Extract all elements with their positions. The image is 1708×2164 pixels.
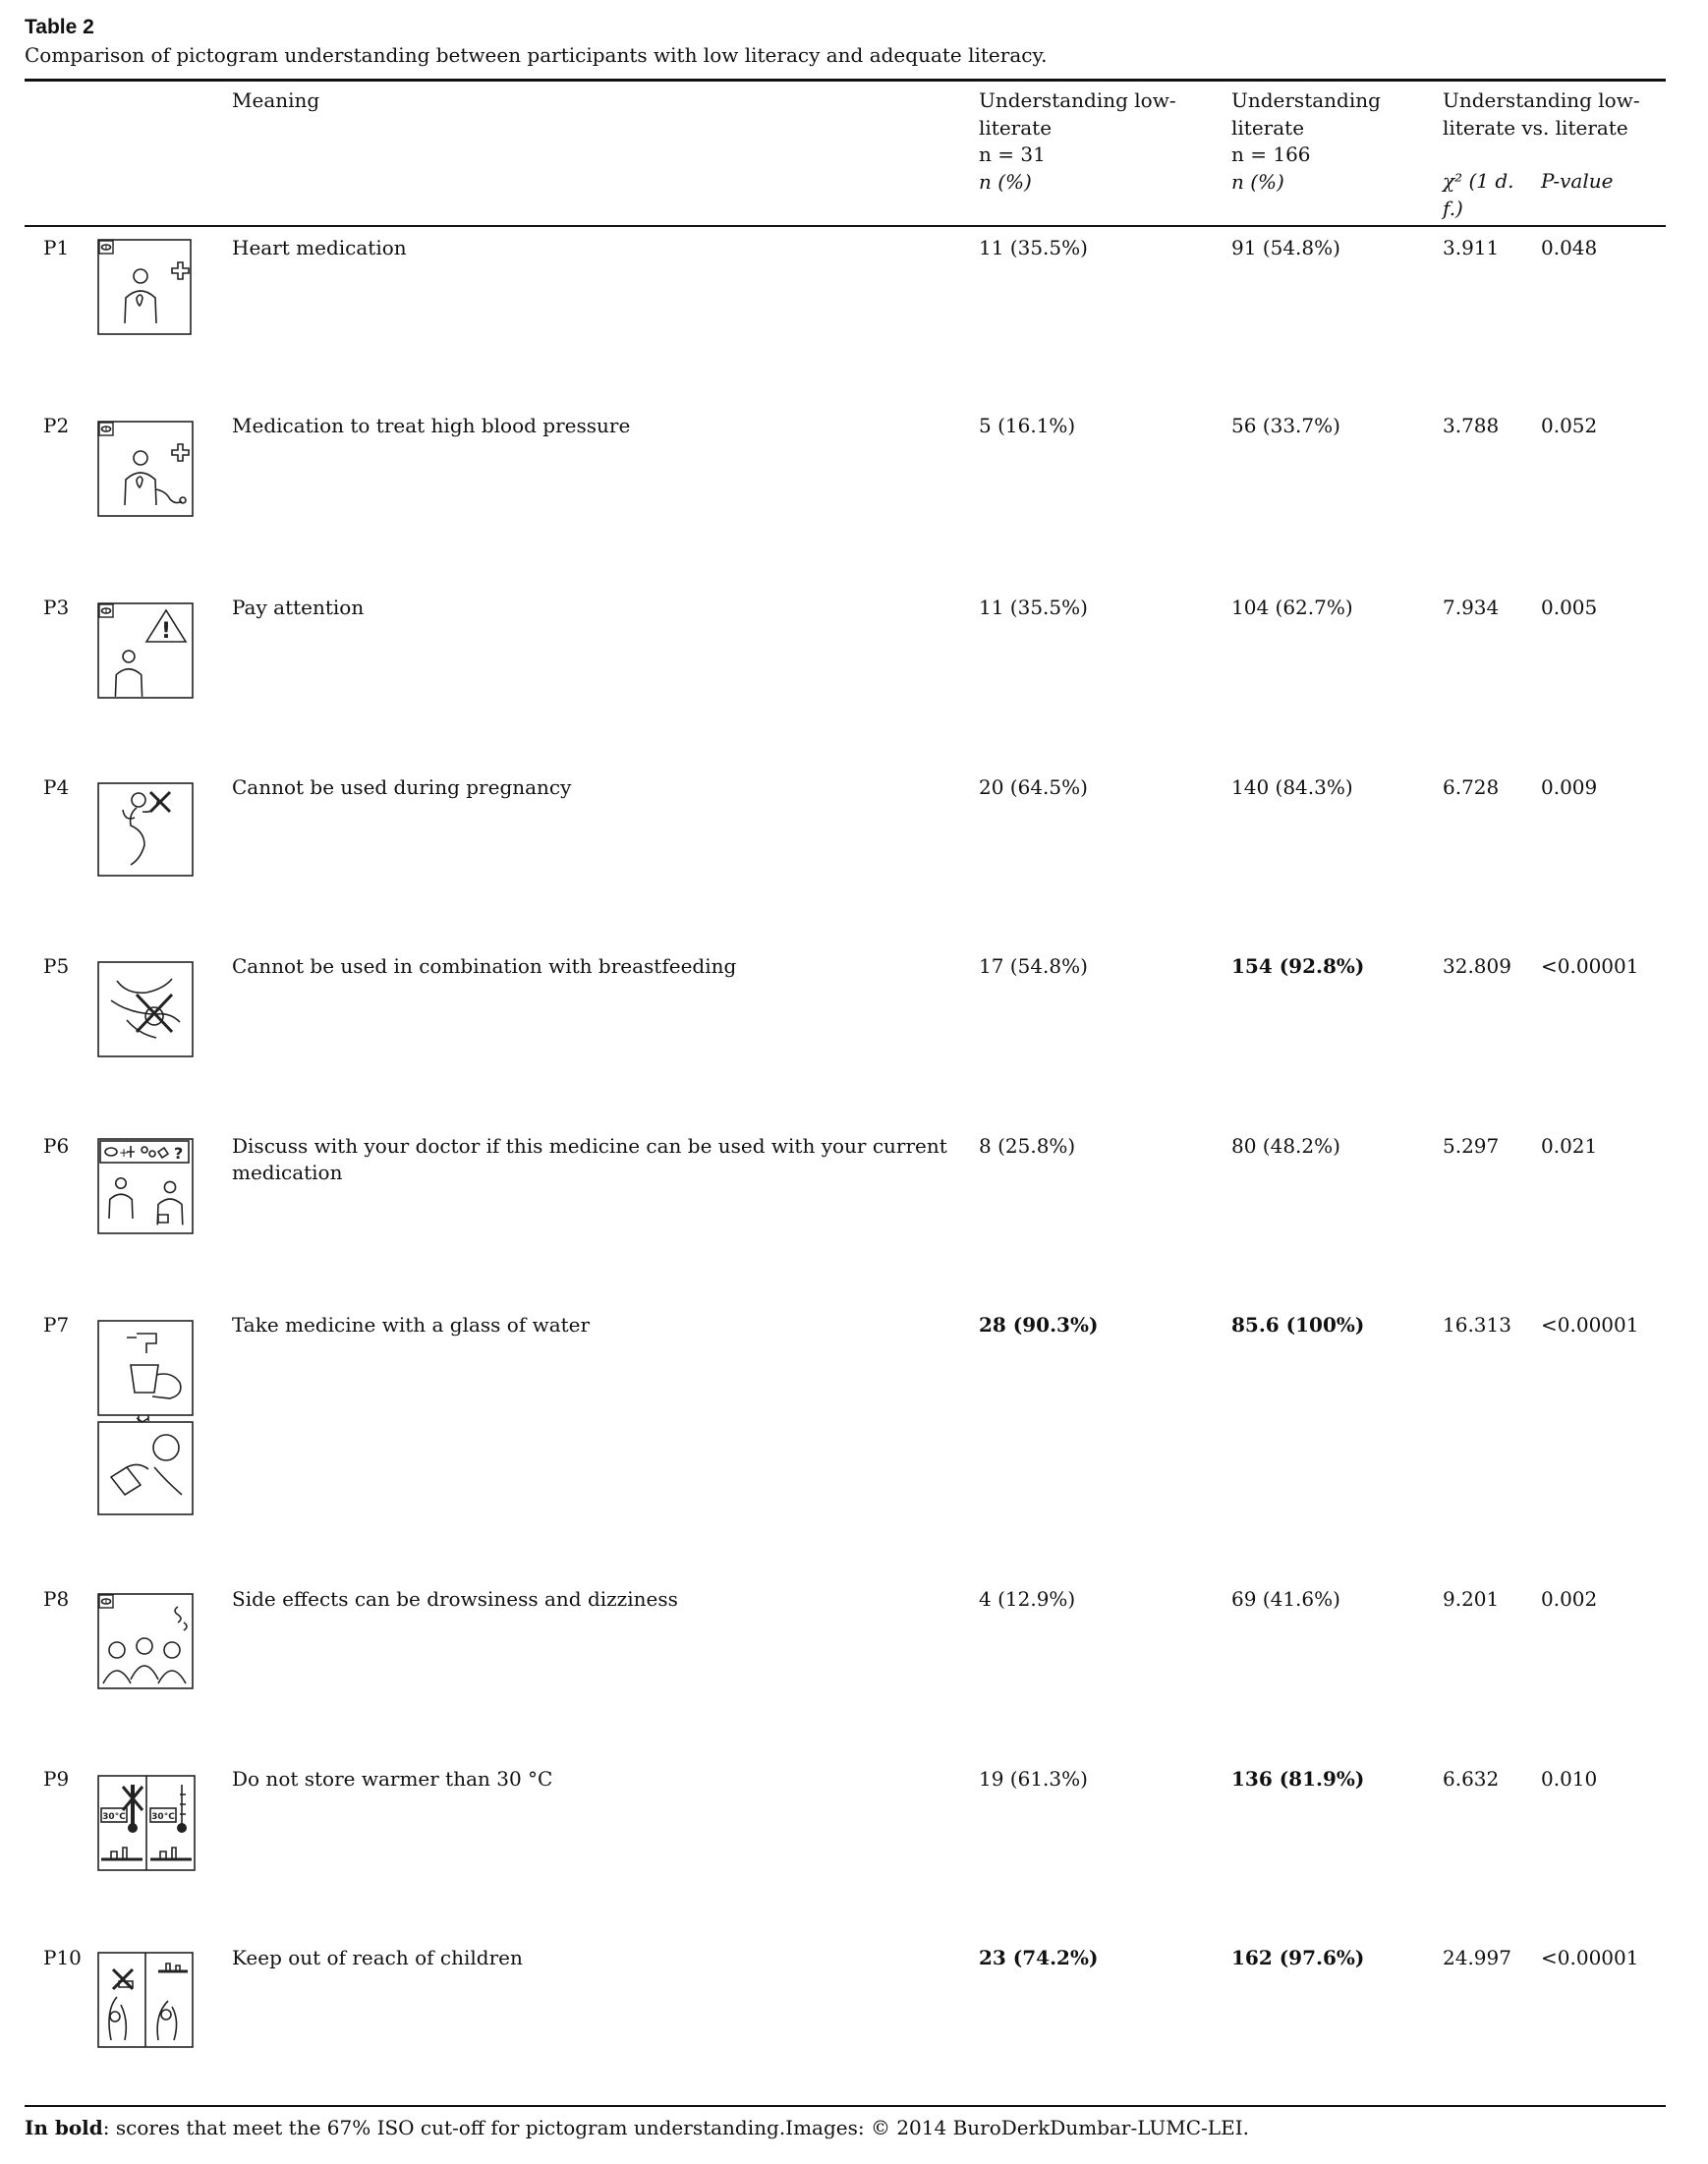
heart-medication-pictogram xyxy=(97,239,192,335)
row-meaning: Take medicine with a glass of water xyxy=(232,1313,591,1337)
blood-pressure-pictogram xyxy=(97,421,194,517)
row-meaning: Pay attention xyxy=(232,596,365,619)
row-p-value: 0.005 xyxy=(1541,596,1598,619)
row-low-literate: 5 (16.1%) xyxy=(979,414,1076,437)
row-low-literate: 20 (64.5%) xyxy=(979,775,1088,799)
table-bottom-rule xyxy=(25,2105,1666,2107)
row-low-literate: 23 (74.2%) xyxy=(979,1946,1099,1969)
row-literate: 154 (92.8%) xyxy=(1231,954,1365,978)
row-chi-square: 3.911 xyxy=(1443,236,1500,259)
row-literate: 56 (33.7%) xyxy=(1231,414,1340,437)
row-p-value: 0.048 xyxy=(1541,236,1598,259)
row-p-value: <0.00001 xyxy=(1541,1313,1639,1337)
row-meaning: Cannot be used during pregnancy xyxy=(232,775,572,799)
drowsiness-pictogram xyxy=(97,1593,194,1689)
row-literate: 104 (62.7%) xyxy=(1231,596,1353,619)
row-meaning: Do not store warmer than 30 °C xyxy=(232,1767,553,1791)
row-chi-square: 3.788 xyxy=(1443,414,1500,437)
row-low-literate: 11 (35.5%) xyxy=(979,236,1088,259)
row-chi-square: 9.201 xyxy=(1443,1587,1500,1611)
row-chi-square: 7.934 xyxy=(1443,596,1500,619)
svg-text:30°C: 30°C xyxy=(102,1812,126,1822)
row-id: P6 xyxy=(43,1134,70,1158)
row-meaning: Keep out of reach of children xyxy=(232,1946,523,1969)
row-literate: 91 (54.8%) xyxy=(1231,236,1340,259)
row-p-value: 0.021 xyxy=(1541,1134,1598,1158)
row-literate: 162 (97.6%) xyxy=(1231,1946,1365,1969)
row-id: P2 xyxy=(43,414,70,437)
row-meaning: Cannot be used in combination with breastfeeding xyxy=(232,954,737,978)
temperature-pictogram xyxy=(97,1775,196,1871)
row-id: P10 xyxy=(43,1946,82,1969)
row-chi-square: 5.297 xyxy=(1443,1134,1500,1158)
row-literate: 140 (84.3%) xyxy=(1231,775,1353,799)
row-id: P1 xyxy=(43,236,70,259)
row-meaning: Medication to treat high blood pressure xyxy=(232,414,631,437)
warning-pictogram xyxy=(97,602,194,699)
row-meaning: Side effects can be drowsiness and dizziness xyxy=(232,1587,678,1611)
row-chi-square: 32.809 xyxy=(1443,954,1511,978)
row-p-value: <0.00001 xyxy=(1541,954,1639,978)
svg-text:?: ? xyxy=(174,1144,184,1163)
table-label: Table 2 xyxy=(25,16,94,38)
glass-of-water-pictogram xyxy=(97,1320,194,1516)
svg-text:30°C: 30°C xyxy=(151,1812,175,1822)
row-p-value: 0.002 xyxy=(1541,1587,1598,1611)
children-reach-pictogram xyxy=(97,1952,194,2048)
table-caption: Comparison of pictogram understanding between participants with low literacy and adequate literacy. xyxy=(25,43,1048,67)
row-id: P8 xyxy=(43,1587,70,1611)
row-chi-square: 6.632 xyxy=(1443,1767,1500,1791)
row-p-value: 0.010 xyxy=(1541,1767,1598,1791)
row-chi-square: 6.728 xyxy=(1443,775,1500,799)
row-chi-square: 16.313 xyxy=(1443,1313,1511,1337)
row-id: P9 xyxy=(43,1767,70,1791)
row-id: P3 xyxy=(43,596,70,619)
row-literate: 85.6 (100%) xyxy=(1231,1313,1365,1337)
row-low-literate: 19 (61.3%) xyxy=(979,1767,1088,1791)
header-p-value: P-value xyxy=(1541,169,1614,193)
row-low-literate: 4 (12.9%) xyxy=(979,1587,1076,1611)
breastfeeding-pictogram xyxy=(97,961,194,1057)
row-p-value: 0.009 xyxy=(1541,775,1598,799)
row-low-literate: 11 (35.5%) xyxy=(979,596,1088,619)
row-meaning: Heart medication xyxy=(232,236,407,259)
doctor-discussion-pictogram xyxy=(97,1138,194,1234)
header-literate: Understanding literate n = 166 n (%) xyxy=(1231,88,1381,194)
row-meaning: Discuss with your doctor if this medicine can be used with your current medication xyxy=(232,1134,947,1184)
header-meaning: Meaning xyxy=(232,88,320,112)
row-p-value: 0.052 xyxy=(1541,414,1598,437)
row-low-literate: 28 (90.3%) xyxy=(979,1313,1099,1337)
row-literate: 136 (81.9%) xyxy=(1231,1767,1365,1791)
pregnancy-pictogram xyxy=(97,782,194,877)
table-top-rule xyxy=(25,79,1666,82)
table-header-rule xyxy=(25,225,1666,227)
row-chi-square: 24.997 xyxy=(1443,1946,1511,1969)
row-literate: 80 (48.2%) xyxy=(1231,1134,1340,1158)
row-literate: 69 (41.6%) xyxy=(1231,1587,1340,1611)
table-footnote: In bold: scores that meet the 67% ISO cut-off for pictogram understanding.Images: © 2014 BuroDerkDumbar-LUMC-LEI. xyxy=(25,2116,1249,2139)
svg-text:!: ! xyxy=(160,619,172,644)
row-id: P7 xyxy=(43,1313,70,1337)
svg-text:+: + xyxy=(119,1146,130,1160)
row-id: P5 xyxy=(43,954,70,978)
row-id: P4 xyxy=(43,775,70,799)
row-low-literate: 17 (54.8%) xyxy=(979,954,1088,978)
row-p-value: <0.00001 xyxy=(1541,1946,1639,1969)
row-low-literate: 8 (25.8%) xyxy=(979,1134,1076,1158)
header-chi-square: χ² (1 d. f.) xyxy=(1443,169,1514,220)
header-low-literate: Understanding low- literate n = 31 n (%) xyxy=(979,88,1176,194)
header-comparison: Understanding low- literate vs. literate xyxy=(1443,88,1640,140)
